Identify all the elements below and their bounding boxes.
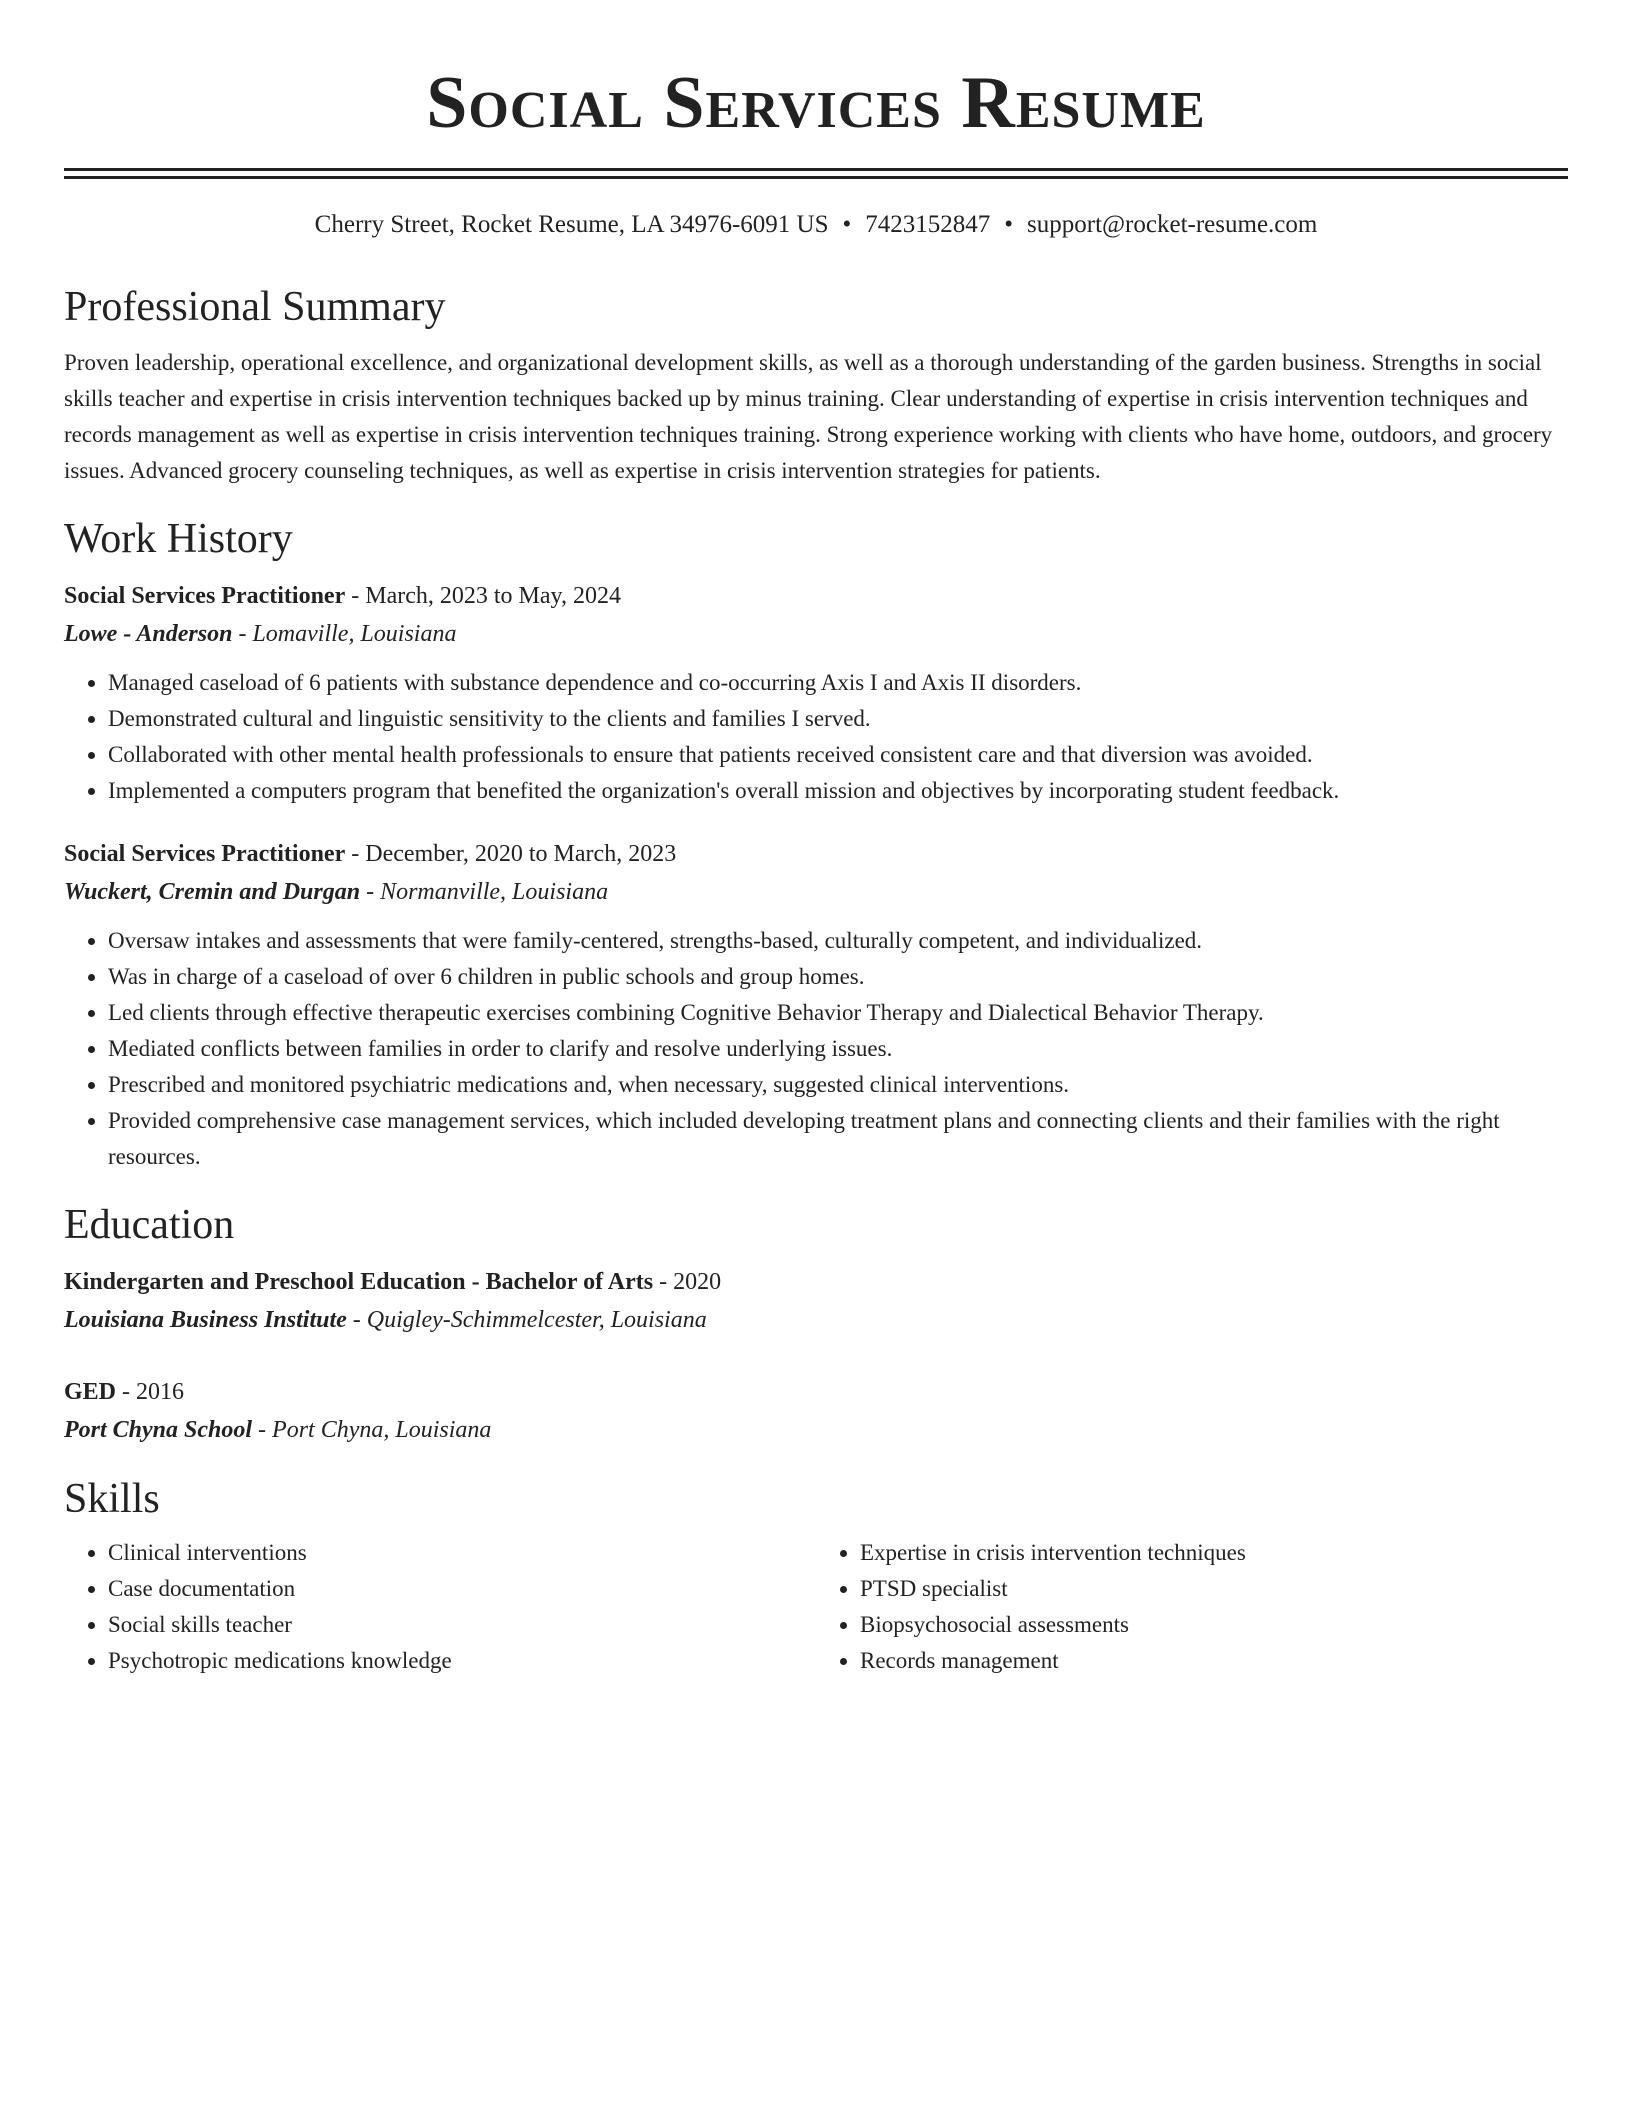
education-entry [64,1373,1568,1449]
degree-line [64,1373,1568,1411]
skill-item: • Clinical interventions [108,1535,816,1571]
job-bullet: • Led clients through effective therapeutic exercises combining Cognitive Behavior Therapy and Dialectical Behavior Therapy. [108,995,1568,1031]
skill-item: • Records management [860,1643,1568,1679]
job-title-line [64,577,1568,615]
education-entry [64,1263,1568,1339]
contact-address: Cherry Street, Rocket Resume, LA 34976-6091 US [314,211,829,238]
skill-item: • PTSD specialist [860,1571,1568,1607]
job-bullet: • Prescribed and monitored psychiatric medications and, when necessary, suggested clinical interventions. [108,1067,1568,1103]
job-role: Social Services Practitioner [64,583,346,609]
school-line [64,1301,1568,1339]
job-bullet: • Managed caseload of 6 patients with substance dependence and co-occurring Axis I and Axis II disorders. [108,665,1568,701]
job-bullet: • Collaborated with other mental health professionals to ensure that patients received consistent care and that diversion was avoided. [108,737,1568,773]
job-company: Wuckert, Cremin and Durgan [64,879,361,905]
degree-name: GED [64,1379,117,1405]
job-company: Lowe - Anderson [64,621,233,647]
skill-item: • Case documentation [108,1571,816,1607]
degree-year: - 2020 [659,1269,722,1295]
job-location: - Lomaville, Louisiana [238,621,457,647]
summary-text: Proven leadership, operational excellence, and organizational development skills, as well as a thorough understanding of the garden business. Strengths in social skills teacher and expertise in crisis intervention techniques backed up by minus training. Clear understanding of expertise in crisis intervention techniques and records management as well as expertise in crisis intervention techniques training. Strong experience working with clients who have home, outdoors, and grocery issues. Advanced grocery counseling techniques, as well as expertise in crisis intervention strategies for patients. [64,350,1553,483]
skills-columns [64,1535,1568,1679]
job-bullets [64,665,1568,809]
skill-item: • Psychotropic medications knowledge [108,1643,816,1679]
skill-item: • Social skills teacher [108,1607,816,1643]
job-company-line [64,615,1568,653]
job-dates: - March, 2023 to May, 2024 [351,583,621,609]
school-name: Port Chyna School [64,1417,253,1443]
job-bullet: • Implemented a computers program that benefited the organization's overall mission and objectives by incorporating student feedback. [108,773,1568,809]
skills-list-left [64,1535,816,1679]
summary-heading: Professional Summary [64,284,446,330]
job-bullet: • Provided comprehensive case management services, which included developing treatment plans and connecting clients and their families with the right resources. [108,1103,1568,1175]
resume-title: Social Services Resume [426,62,1206,144]
degree-line [64,1263,1568,1301]
job-bullet: • Demonstrated cultural and linguistic sensitivity to the clients and families I served. [108,701,1568,737]
contact-separator: • [1004,211,1014,238]
school-name: Louisiana Business Institute [64,1307,347,1333]
skill-item: • Expertise in crisis intervention techniques [860,1535,1568,1571]
contact-email: support@rocket-resume.com [1027,211,1318,238]
job-entry [64,577,1568,809]
job-bullet: • Mediated conflicts between families in order to clarify and resolve underlying issues. [108,1031,1568,1067]
school-location: - Port Chyna, Louisiana [258,1417,492,1443]
school-location: - Quigley-Schimmelcester, Louisiana [352,1307,707,1333]
degree-name: Kindergarten and Preschool Education - Bachelor of Arts [64,1269,654,1295]
contact-line [64,209,1568,241]
skills-list-right [816,1535,1568,1679]
job-location: - Normanville, Louisiana [366,879,609,905]
job-title-line [64,835,1568,873]
job-bullet: • Was in charge of a caseload of over 6 children in public schools and group homes. [108,959,1568,995]
title-double-rule [64,168,1568,179]
skills-heading: Skills [64,1476,160,1522]
contact-separator: • [842,211,852,238]
education-heading: Education [64,1202,235,1248]
job-bullets [64,923,1568,1175]
job-role: Social Services Practitioner [64,841,346,867]
job-dates: - December, 2020 to March, 2023 [351,841,677,867]
job-bullet: • Oversaw intakes and assessments that were family-centered, strengths-based, culturally competent, and individualized. [108,923,1568,959]
skill-item: • Biopsychosocial assessments [860,1607,1568,1643]
work-history-heading: Work History [64,516,293,562]
job-entry [64,835,1568,1175]
contact-phone: 7423152847 [865,211,991,238]
school-line [64,1411,1568,1449]
job-company-line [64,873,1568,911]
degree-year: - 2016 [122,1379,185,1405]
